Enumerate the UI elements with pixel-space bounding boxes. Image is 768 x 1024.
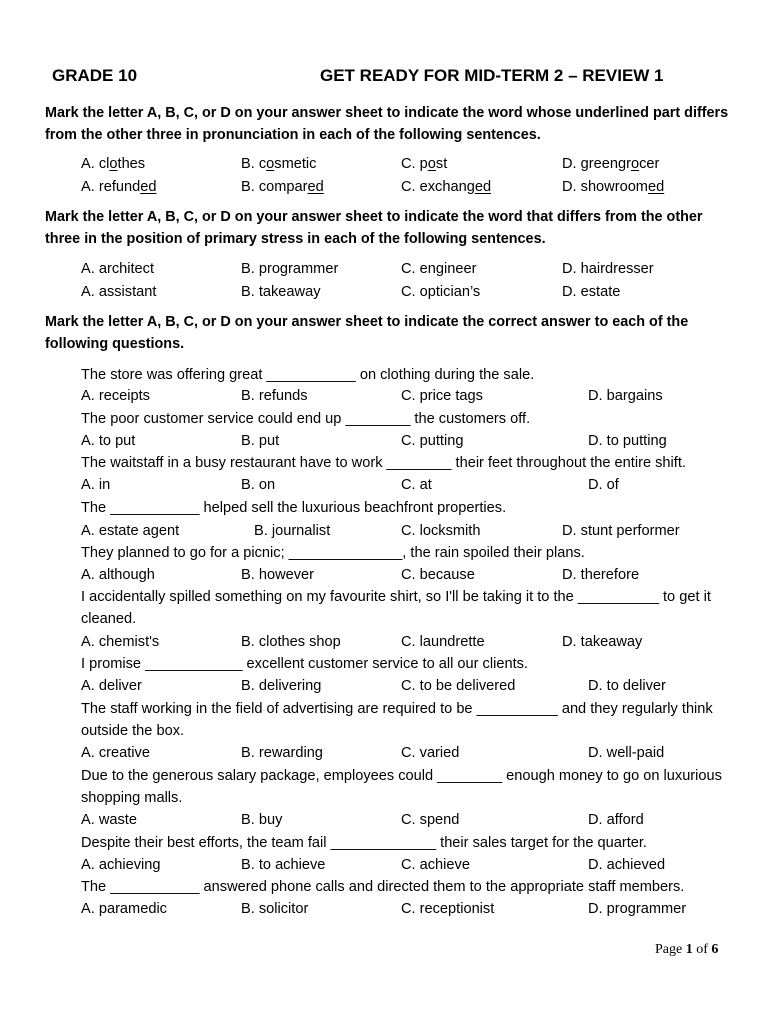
option-d: D. well-paid	[588, 745, 665, 761]
instruction-pronunciation: Mark the letter A, B, C, or D on your answer sheet to indicate the word whose underlined part differs from the other three in pronunciation in each of the following sentences.	[45, 105, 729, 143]
question-stem: The ___________ helped sell the luxurious beachfront properties.	[81, 500, 507, 516]
option-b: B. however	[241, 567, 315, 583]
option-a: A. although	[81, 567, 155, 583]
question-stem: The poor customer service could end up ________ the customers off.	[81, 411, 531, 427]
option-c: C. optician’s	[401, 284, 481, 300]
question-stem: The ___________ answered phone calls and directed them to the appropriate staff members.	[81, 879, 685, 895]
question-stem: Despite their best efforts, the team fail _____________ their sales target for the quarter.	[81, 835, 647, 851]
question-options	[81, 385, 741, 407]
option-d: D. achieved	[588, 857, 666, 873]
option-a: A. to put	[81, 433, 136, 449]
option-d: D. of	[588, 477, 619, 493]
option-b: B. refunds	[241, 388, 308, 404]
option-b: B. on	[241, 477, 276, 493]
option-d: D. takeaway	[562, 634, 643, 650]
option-a: A. waste	[81, 812, 137, 828]
document-title: GET READY FOR MID-TERM 2 – REVIEW 1	[320, 66, 664, 85]
option-a: A. receipts	[81, 388, 150, 404]
question-stem: Due to the generous salary package, employees could ________ enough money to go on luxurious shopping malls.	[81, 768, 722, 807]
page-header	[52, 66, 722, 88]
option-b: B. delivering	[241, 678, 322, 694]
option-c: C. engineer	[401, 261, 477, 277]
stress-row	[81, 281, 741, 303]
option-b: B. solicitor	[241, 901, 309, 917]
option-a: A. architect	[81, 261, 154, 277]
option-a: A. estate agent	[81, 523, 180, 539]
option-b: B. compared	[241, 179, 324, 195]
question-options	[81, 898, 741, 920]
option-a: A. clothes	[81, 156, 146, 172]
option-a: A. refunded	[81, 179, 157, 195]
question-options	[81, 520, 741, 542]
option-c: C. at	[401, 477, 432, 493]
question-options	[81, 631, 741, 653]
option-a: A. in	[81, 477, 111, 493]
page-number: Page 1 of 6	[655, 942, 719, 957]
option-d: D. afford	[588, 812, 644, 828]
option-d: D. therefore	[562, 567, 640, 583]
option-b: B. put	[241, 433, 280, 449]
question-options	[81, 564, 741, 586]
option-a: A. deliver	[81, 678, 142, 694]
question-options	[81, 430, 741, 452]
question-stem: The staff working in the field of advertising are required to be __________ and they regularly think outside the box.	[81, 701, 713, 740]
option-d: D. showroomed	[562, 179, 665, 195]
option-c: C. because	[401, 567, 475, 583]
option-c: C. spend	[401, 812, 460, 828]
instruction-questions: Mark the letter A, B, C, or D on your answer sheet to indicate the correct answer to each of the following questions.	[45, 314, 689, 352]
option-b: B. to achieve	[241, 857, 326, 873]
pronunciation-row	[81, 176, 741, 198]
option-c: C. varied	[401, 745, 460, 761]
option-a: A. achieving	[81, 857, 161, 873]
question-options	[81, 742, 741, 764]
question-options	[81, 474, 741, 496]
option-c: C. post	[401, 156, 448, 172]
option-d: D. programmer	[588, 901, 687, 917]
option-d: D. greengrocer	[562, 156, 660, 172]
question-stem: They planned to go for a picnic; ______________, the rain spoiled their plans.	[81, 545, 585, 561]
option-b: B. clothes shop	[241, 634, 341, 650]
option-d: D. to putting	[588, 433, 667, 449]
question-stem: The store was offering great ___________ on clothing during the sale.	[81, 367, 535, 383]
option-c: C. receptionist	[401, 901, 495, 917]
option-a: A. chemist's	[81, 634, 160, 650]
question-stem: The waitstaff in a busy restaurant have to work ________ their feet throughout the entire shift.	[81, 455, 686, 471]
question-options	[81, 854, 741, 876]
option-c: C. price tags	[401, 388, 483, 404]
option-b: B. cosmetic	[241, 156, 317, 172]
option-c: C. laundrette	[401, 634, 485, 650]
option-a: A. creative	[81, 745, 150, 761]
option-d: D. to deliver	[588, 678, 666, 694]
question-stem: I accidentally spilled something on my favourite shirt, so I'll be taking it to the __________ to get it cleaned.	[81, 589, 711, 628]
option-d: D. bargains	[588, 388, 663, 404]
option-d: D. estate	[562, 284, 621, 300]
option-b: B. takeaway	[241, 284, 321, 300]
option-b: B. programmer	[241, 261, 339, 277]
option-c: C. locksmith	[401, 523, 481, 539]
option-b: B. buy	[241, 812, 283, 828]
option-d: D. stunt performer	[562, 523, 680, 539]
option-a: A. paramedic	[81, 901, 167, 917]
option-a: A. assistant	[81, 284, 157, 300]
stress-row	[81, 258, 741, 280]
instruction-stress: Mark the letter A, B, C, or D on your answer sheet to indicate the word that differs from the other three in the position of primary stress in each of the following sentences.	[45, 209, 703, 247]
option-b: B. rewarding	[241, 745, 323, 761]
option-c: C. putting	[401, 433, 464, 449]
option-c: C. exchanged	[401, 179, 492, 195]
question-stem: I promise ____________ excellent customer service to all our clients.	[81, 656, 528, 672]
option-b: B. journalist	[254, 523, 331, 539]
pronunciation-row	[81, 153, 741, 175]
question-options	[81, 809, 741, 831]
grade-label: GRADE 10	[52, 66, 138, 85]
question-options	[81, 675, 741, 697]
option-c: C. to be delivered	[401, 678, 516, 694]
option-c: C. achieve	[401, 857, 470, 873]
option-d: D. hairdresser	[562, 261, 654, 277]
